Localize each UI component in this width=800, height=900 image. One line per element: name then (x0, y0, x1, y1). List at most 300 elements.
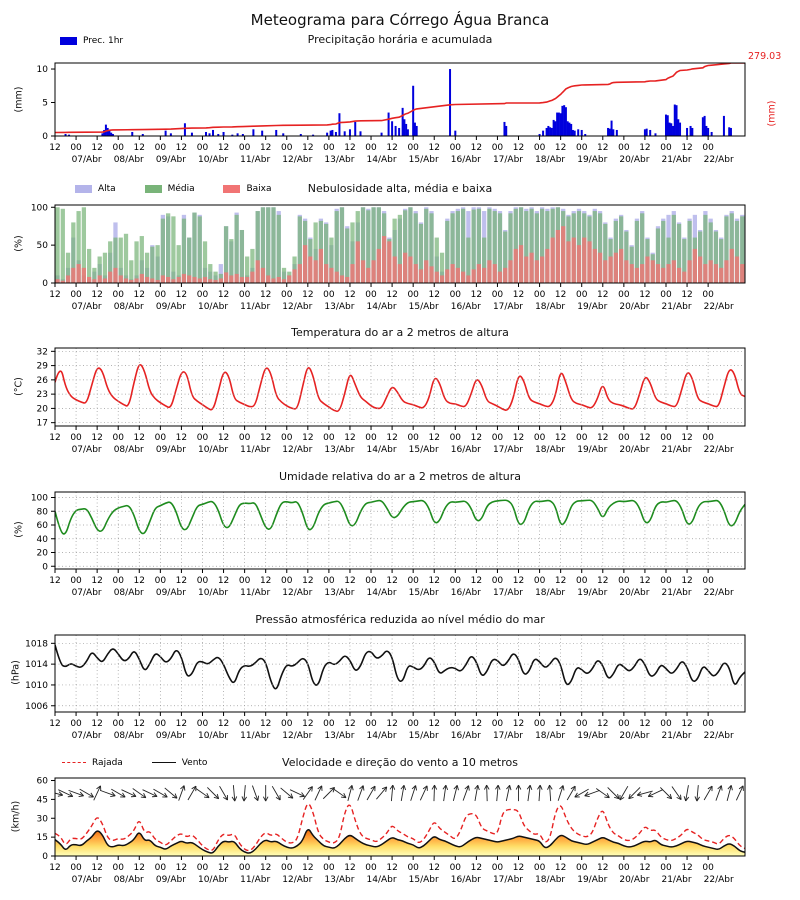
svg-text:14/Abr: 14/Abr (366, 445, 397, 455)
svg-text:16/Abr: 16/Abr (450, 155, 481, 165)
svg-text:08/Abr: 08/Abr (113, 731, 144, 741)
svg-text:12: 12 (512, 143, 525, 153)
humidity-ylabel: (%) (13, 521, 25, 538)
svg-text:09/Abr: 09/Abr (155, 445, 186, 455)
svg-text:12: 12 (512, 433, 525, 443)
svg-text:12: 12 (428, 290, 440, 300)
svg-text:12/Abr: 12/Abr (282, 731, 313, 741)
svg-text:00: 00 (491, 863, 504, 873)
svg-text:12: 12 (302, 143, 314, 153)
svg-text:26: 26 (36, 375, 48, 386)
svg-text:12: 12 (681, 143, 693, 153)
svg-text:00: 00 (238, 433, 251, 443)
svg-text:19/Abr: 19/Abr (577, 155, 608, 165)
svg-text:00: 00 (323, 290, 335, 300)
svg-text:00: 00 (323, 576, 335, 586)
svg-text:00: 00 (449, 290, 462, 300)
svg-text:00: 00 (491, 143, 504, 153)
svg-text:18/Abr: 18/Abr (535, 588, 566, 598)
svg-text:12: 12 (344, 863, 356, 873)
svg-text:00: 00 (449, 433, 462, 443)
svg-text:08/Abr: 08/Abr (113, 445, 144, 455)
svg-text:12/Abr: 12/Abr (282, 155, 313, 165)
svg-text:11/Abr: 11/Abr (240, 155, 271, 165)
panel-title-humidity: Umidade relativa do ar a 2 metros de altura (278, 470, 522, 483)
cloud-legend-label-media: Média (167, 184, 195, 194)
svg-text:00: 00 (533, 863, 546, 873)
svg-text:14/Abr: 14/Abr (366, 302, 397, 312)
svg-text:00: 00 (154, 719, 167, 729)
svg-text:07/Abr: 07/Abr (71, 875, 102, 885)
svg-text:20: 20 (36, 404, 48, 415)
svg-text:12: 12 (639, 433, 651, 443)
svg-text:100: 100 (30, 493, 48, 504)
svg-text:00: 00 (660, 719, 672, 729)
temp-ylabel: (°C) (13, 377, 25, 396)
svg-text:13/Abr: 13/Abr (324, 731, 355, 741)
svg-text:00: 00 (449, 719, 462, 729)
svg-text:07/Abr: 07/Abr (71, 302, 102, 312)
svg-text:00: 00 (70, 433, 82, 443)
svg-text:00: 00 (281, 863, 293, 873)
svg-text:22/Abr: 22/Abr (703, 445, 734, 455)
svg-text:00: 00 (407, 576, 419, 586)
wind-legend-label-gust: Rajada (92, 758, 123, 768)
accum-right-ylabel: (mm) (766, 100, 778, 127)
svg-text:12/Abr: 12/Abr (282, 445, 313, 455)
svg-text:12: 12 (597, 576, 609, 586)
svg-text:12: 12 (49, 863, 61, 873)
svg-text:12: 12 (681, 863, 693, 873)
svg-text:10/Abr: 10/Abr (197, 731, 229, 741)
panel-title-pressure: Pressão atmosférica reduzida ao nível médio do mar (255, 613, 545, 626)
svg-text:21/Abr: 21/Abr (661, 588, 692, 598)
svg-text:00: 00 (365, 433, 377, 443)
svg-text:12: 12 (597, 863, 609, 873)
svg-text:20/Abr: 20/Abr (619, 588, 650, 598)
svg-text:00: 00 (281, 719, 293, 729)
svg-text:00: 00 (533, 719, 546, 729)
svg-text:22/Abr: 22/Abr (703, 588, 734, 598)
svg-text:1014: 1014 (25, 660, 48, 671)
svg-text:12: 12 (175, 576, 188, 586)
svg-text:12: 12 (554, 143, 567, 153)
svg-text:12/Abr: 12/Abr (282, 875, 313, 885)
svg-text:00: 00 (238, 576, 251, 586)
svg-text:12: 12 (470, 433, 483, 443)
svg-text:00: 00 (112, 290, 124, 300)
svg-text:12: 12 (512, 290, 525, 300)
svg-text:00: 00 (154, 863, 167, 873)
svg-text:12: 12 (49, 290, 61, 300)
svg-text:00: 00 (196, 576, 209, 586)
svg-text:0: 0 (42, 562, 48, 573)
svg-text:19/Abr: 19/Abr (577, 731, 608, 741)
svg-text:22/Abr: 22/Abr (703, 731, 734, 741)
svg-text:12: 12 (133, 433, 146, 443)
svg-text:29: 29 (36, 361, 48, 372)
svg-text:12: 12 (512, 719, 525, 729)
svg-text:12: 12 (175, 863, 188, 873)
svg-text:0: 0 (42, 279, 48, 289)
svg-text:21/Abr: 21/Abr (661, 302, 692, 312)
svg-text:00: 00 (365, 290, 377, 300)
svg-text:12: 12 (386, 433, 398, 443)
svg-text:1018: 1018 (25, 639, 48, 650)
svg-text:00: 00 (533, 576, 546, 586)
svg-text:09/Abr: 09/Abr (155, 302, 186, 312)
svg-text:00: 00 (365, 863, 377, 873)
svg-text:00: 00 (575, 576, 588, 586)
svg-text:12: 12 (49, 719, 61, 729)
svg-text:22/Abr: 22/Abr (703, 875, 734, 885)
svg-text:09/Abr: 09/Abr (155, 731, 186, 741)
svg-text:12: 12 (91, 719, 103, 729)
svg-text:08/Abr: 08/Abr (113, 875, 144, 885)
svg-text:08/Abr: 08/Abr (113, 155, 144, 165)
svg-text:00: 00 (70, 290, 82, 300)
svg-text:12: 12 (428, 863, 440, 873)
svg-text:12: 12 (217, 719, 230, 729)
svg-text:12: 12 (259, 576, 272, 586)
svg-text:12: 12 (428, 719, 440, 729)
svg-text:10/Abr: 10/Abr (197, 588, 229, 598)
svg-text:22/Abr: 22/Abr (703, 302, 734, 312)
svg-text:00: 00 (660, 433, 672, 443)
svg-text:12: 12 (470, 143, 483, 153)
svg-text:00: 00 (407, 290, 419, 300)
svg-text:00: 00 (365, 576, 377, 586)
svg-text:10: 10 (36, 65, 48, 76)
svg-text:12: 12 (639, 719, 651, 729)
svg-text:12: 12 (259, 863, 272, 873)
svg-text:12: 12 (470, 863, 483, 873)
svg-text:00: 00 (154, 290, 167, 300)
svg-text:17/Abr: 17/Abr (492, 588, 524, 598)
svg-text:15: 15 (36, 833, 48, 844)
svg-text:20/Abr: 20/Abr (619, 731, 650, 741)
panel-title-precipitation: Precipitação horária e acumulada (307, 33, 493, 46)
svg-text:00: 00 (575, 143, 588, 153)
wind-legend-label-wind: Vento (181, 758, 208, 768)
svg-text:00: 00 (196, 863, 209, 873)
svg-text:08/Abr: 08/Abr (113, 588, 144, 598)
svg-text:12: 12 (554, 576, 567, 586)
svg-text:12: 12 (428, 143, 440, 153)
svg-text:00: 00 (702, 290, 714, 300)
svg-text:00: 00 (618, 433, 630, 443)
svg-text:00: 00 (238, 719, 251, 729)
svg-text:00: 00 (281, 576, 293, 586)
svg-text:12: 12 (91, 143, 103, 153)
precip-legend-label: Prec. 1hr (83, 36, 124, 46)
svg-text:17/Abr: 17/Abr (492, 155, 524, 165)
svg-text:15/Abr: 15/Abr (408, 731, 439, 741)
svg-text:07/Abr: 07/Abr (71, 445, 102, 455)
svg-text:00: 00 (618, 576, 630, 586)
svg-text:12: 12 (344, 576, 356, 586)
precip-ylabel: (mm) (13, 86, 25, 113)
svg-text:12: 12 (470, 290, 483, 300)
svg-text:00: 00 (112, 143, 124, 153)
svg-text:12: 12 (639, 863, 651, 873)
svg-text:16/Abr: 16/Abr (450, 588, 481, 598)
svg-text:00: 00 (449, 143, 462, 153)
svg-text:12: 12 (175, 290, 188, 300)
svg-text:15/Abr: 15/Abr (408, 302, 439, 312)
svg-text:12: 12 (175, 143, 188, 153)
svg-text:30: 30 (36, 814, 48, 825)
svg-text:18/Abr: 18/Abr (535, 731, 566, 741)
svg-text:00: 00 (154, 576, 167, 586)
svg-text:00: 00 (196, 719, 209, 729)
svg-text:09/Abr: 09/Abr (155, 875, 186, 885)
panel-title-temperature: Temperatura do ar a 2 metros de altura (291, 326, 509, 339)
svg-text:23: 23 (36, 390, 48, 401)
svg-text:18/Abr: 18/Abr (535, 875, 566, 885)
svg-text:16/Abr: 16/Abr (450, 302, 481, 312)
cloud-legend-label-baixa: Baixa (246, 184, 272, 194)
svg-text:00: 00 (702, 433, 714, 443)
svg-text:00: 00 (660, 576, 672, 586)
svg-text:12: 12 (217, 143, 230, 153)
svg-text:00: 00 (365, 143, 377, 153)
svg-text:00: 00 (660, 290, 672, 300)
svg-text:00: 00 (449, 863, 462, 873)
svg-text:00: 00 (238, 863, 251, 873)
svg-text:10/Abr: 10/Abr (197, 445, 229, 455)
svg-text:00: 00 (660, 143, 672, 153)
svg-text:08/Abr: 08/Abr (113, 302, 144, 312)
svg-text:12: 12 (133, 576, 146, 586)
svg-text:00: 00 (575, 863, 588, 873)
svg-text:50: 50 (36, 241, 48, 252)
svg-text:00: 00 (618, 863, 630, 873)
svg-text:00: 00 (660, 863, 672, 873)
svg-text:00: 00 (70, 719, 82, 729)
page-title: Meteograma para Córrego Água Branca (250, 11, 550, 29)
svg-text:00: 00 (533, 433, 546, 443)
svg-text:11/Abr: 11/Abr (240, 588, 271, 598)
svg-text:00: 00 (281, 433, 293, 443)
svg-text:00: 00 (238, 290, 251, 300)
wind-ylabel: (km/h) (10, 800, 22, 833)
svg-text:14/Abr: 14/Abr (366, 731, 397, 741)
accum-total-value: 279.03 (748, 51, 782, 62)
svg-text:12/Abr: 12/Abr (282, 302, 313, 312)
svg-text:15/Abr: 15/Abr (408, 875, 439, 885)
svg-text:00: 00 (323, 143, 335, 153)
svg-text:80: 80 (36, 507, 48, 518)
svg-text:12: 12 (302, 433, 314, 443)
svg-text:00: 00 (323, 863, 335, 873)
svg-text:00: 00 (112, 576, 124, 586)
svg-text:09/Abr: 09/Abr (155, 155, 186, 165)
svg-text:00: 00 (112, 433, 124, 443)
svg-text:20/Abr: 20/Abr (619, 302, 650, 312)
svg-text:22/Abr: 22/Abr (703, 155, 734, 165)
svg-text:12: 12 (428, 576, 440, 586)
svg-text:11/Abr: 11/Abr (240, 445, 271, 455)
svg-text:00: 00 (449, 576, 462, 586)
svg-text:00: 00 (575, 290, 588, 300)
svg-text:12: 12 (259, 143, 272, 153)
svg-text:12: 12 (344, 433, 356, 443)
svg-text:1006: 1006 (25, 701, 48, 712)
svg-text:17/Abr: 17/Abr (492, 302, 524, 312)
svg-text:00: 00 (618, 290, 630, 300)
svg-text:15/Abr: 15/Abr (408, 588, 439, 598)
svg-text:19/Abr: 19/Abr (577, 302, 608, 312)
svg-text:18/Abr: 18/Abr (535, 302, 566, 312)
svg-text:20/Abr: 20/Abr (619, 875, 650, 885)
svg-text:12: 12 (639, 143, 651, 153)
svg-text:12: 12 (597, 290, 609, 300)
svg-text:12: 12 (49, 143, 61, 153)
svg-text:32: 32 (36, 347, 48, 358)
cloud-legend-label-alta: Alta (98, 184, 116, 194)
svg-text:12: 12 (49, 433, 61, 443)
svg-text:12: 12 (554, 290, 567, 300)
svg-text:00: 00 (618, 719, 630, 729)
svg-text:00: 00 (491, 433, 504, 443)
svg-text:00: 00 (70, 576, 82, 586)
svg-text:07/Abr: 07/Abr (71, 588, 102, 598)
svg-text:12: 12 (302, 719, 314, 729)
svg-text:00: 00 (702, 576, 714, 586)
svg-text:00: 00 (491, 719, 504, 729)
svg-text:17: 17 (36, 418, 48, 429)
cloud-ylabel: (%) (13, 235, 25, 252)
svg-text:00: 00 (154, 143, 167, 153)
svg-text:21/Abr: 21/Abr (661, 155, 692, 165)
svg-text:11/Abr: 11/Abr (240, 875, 271, 885)
svg-text:00: 00 (365, 719, 377, 729)
svg-text:07/Abr: 07/Abr (71, 155, 102, 165)
svg-text:21/Abr: 21/Abr (661, 445, 692, 455)
svg-text:07/Abr: 07/Abr (71, 731, 102, 741)
svg-text:12: 12 (681, 576, 693, 586)
svg-text:12: 12 (554, 719, 567, 729)
svg-text:12: 12 (91, 433, 103, 443)
svg-text:16/Abr: 16/Abr (450, 875, 481, 885)
svg-text:00: 00 (196, 143, 209, 153)
svg-text:00: 00 (702, 863, 714, 873)
svg-text:20: 20 (36, 548, 48, 559)
svg-text:21/Abr: 21/Abr (661, 731, 692, 741)
svg-text:12: 12 (259, 433, 272, 443)
svg-text:19/Abr: 19/Abr (577, 875, 608, 885)
svg-text:12: 12 (217, 433, 230, 443)
svg-text:14/Abr: 14/Abr (366, 875, 397, 885)
svg-text:12: 12 (554, 433, 567, 443)
svg-text:40: 40 (36, 534, 48, 545)
svg-text:00: 00 (112, 863, 124, 873)
svg-text:00: 00 (281, 290, 293, 300)
svg-text:15/Abr: 15/Abr (408, 445, 439, 455)
svg-text:12: 12 (133, 719, 146, 729)
svg-text:00: 00 (70, 143, 82, 153)
svg-text:12: 12 (681, 290, 693, 300)
svg-text:16/Abr: 16/Abr (450, 731, 481, 741)
svg-text:12: 12 (344, 143, 356, 153)
svg-text:45: 45 (36, 795, 48, 806)
svg-text:16/Abr: 16/Abr (450, 445, 481, 455)
svg-text:13/Abr: 13/Abr (324, 875, 355, 885)
svg-text:11/Abr: 11/Abr (240, 731, 271, 741)
svg-text:00: 00 (407, 143, 419, 153)
panel-title-cloudiness: Nebulosidade alta, média e baixa (307, 182, 493, 195)
svg-text:13/Abr: 13/Abr (324, 302, 355, 312)
svg-text:00: 00 (70, 863, 82, 873)
svg-text:12: 12 (217, 290, 230, 300)
svg-text:00: 00 (618, 143, 630, 153)
svg-text:12: 12 (344, 719, 356, 729)
svg-text:00: 00 (238, 143, 251, 153)
svg-text:14/Abr: 14/Abr (366, 588, 397, 598)
svg-text:12: 12 (133, 143, 146, 153)
svg-text:00: 00 (491, 576, 504, 586)
svg-text:12/Abr: 12/Abr (282, 588, 313, 598)
svg-text:12: 12 (133, 290, 146, 300)
svg-text:00: 00 (491, 290, 504, 300)
svg-text:00: 00 (533, 290, 546, 300)
svg-text:12: 12 (91, 576, 103, 586)
svg-text:10/Abr: 10/Abr (197, 875, 229, 885)
svg-text:13/Abr: 13/Abr (324, 588, 355, 598)
svg-text:13/Abr: 13/Abr (324, 155, 355, 165)
svg-text:17/Abr: 17/Abr (492, 875, 524, 885)
svg-text:14/Abr: 14/Abr (366, 155, 397, 165)
svg-text:60: 60 (36, 776, 48, 787)
svg-text:12: 12 (175, 433, 188, 443)
svg-text:00: 00 (281, 143, 293, 153)
svg-text:15/Abr: 15/Abr (408, 155, 439, 165)
svg-text:12: 12 (470, 719, 483, 729)
svg-text:10/Abr: 10/Abr (197, 155, 229, 165)
svg-text:19/Abr: 19/Abr (577, 445, 608, 455)
svg-text:20/Abr: 20/Abr (619, 155, 650, 165)
svg-text:00: 00 (575, 433, 588, 443)
svg-text:12: 12 (217, 576, 230, 586)
svg-text:00: 00 (407, 863, 419, 873)
svg-text:100: 100 (30, 203, 48, 214)
svg-text:00: 00 (196, 290, 209, 300)
svg-text:00: 00 (533, 143, 546, 153)
svg-text:12: 12 (217, 863, 230, 873)
panel-title-wind: Velocidade e direção do vento a 10 metros (282, 756, 518, 769)
svg-text:0: 0 (42, 852, 48, 862)
svg-text:00: 00 (702, 719, 714, 729)
svg-text:12: 12 (470, 576, 483, 586)
svg-text:12: 12 (681, 719, 693, 729)
svg-text:12: 12 (344, 290, 356, 300)
svg-text:00: 00 (112, 719, 124, 729)
svg-text:12: 12 (512, 863, 525, 873)
svg-text:10/Abr: 10/Abr (197, 302, 229, 312)
svg-text:12: 12 (386, 143, 398, 153)
svg-text:12: 12 (49, 576, 61, 586)
pressure-ylabel: (hPa) (10, 660, 22, 685)
svg-text:00: 00 (407, 719, 419, 729)
svg-text:19/Abr: 19/Abr (577, 588, 608, 598)
svg-text:12: 12 (639, 576, 651, 586)
svg-text:12: 12 (597, 143, 609, 153)
svg-text:5: 5 (42, 98, 48, 109)
svg-text:12: 12 (386, 863, 398, 873)
svg-text:0: 0 (42, 132, 48, 142)
svg-text:00: 00 (407, 433, 419, 443)
